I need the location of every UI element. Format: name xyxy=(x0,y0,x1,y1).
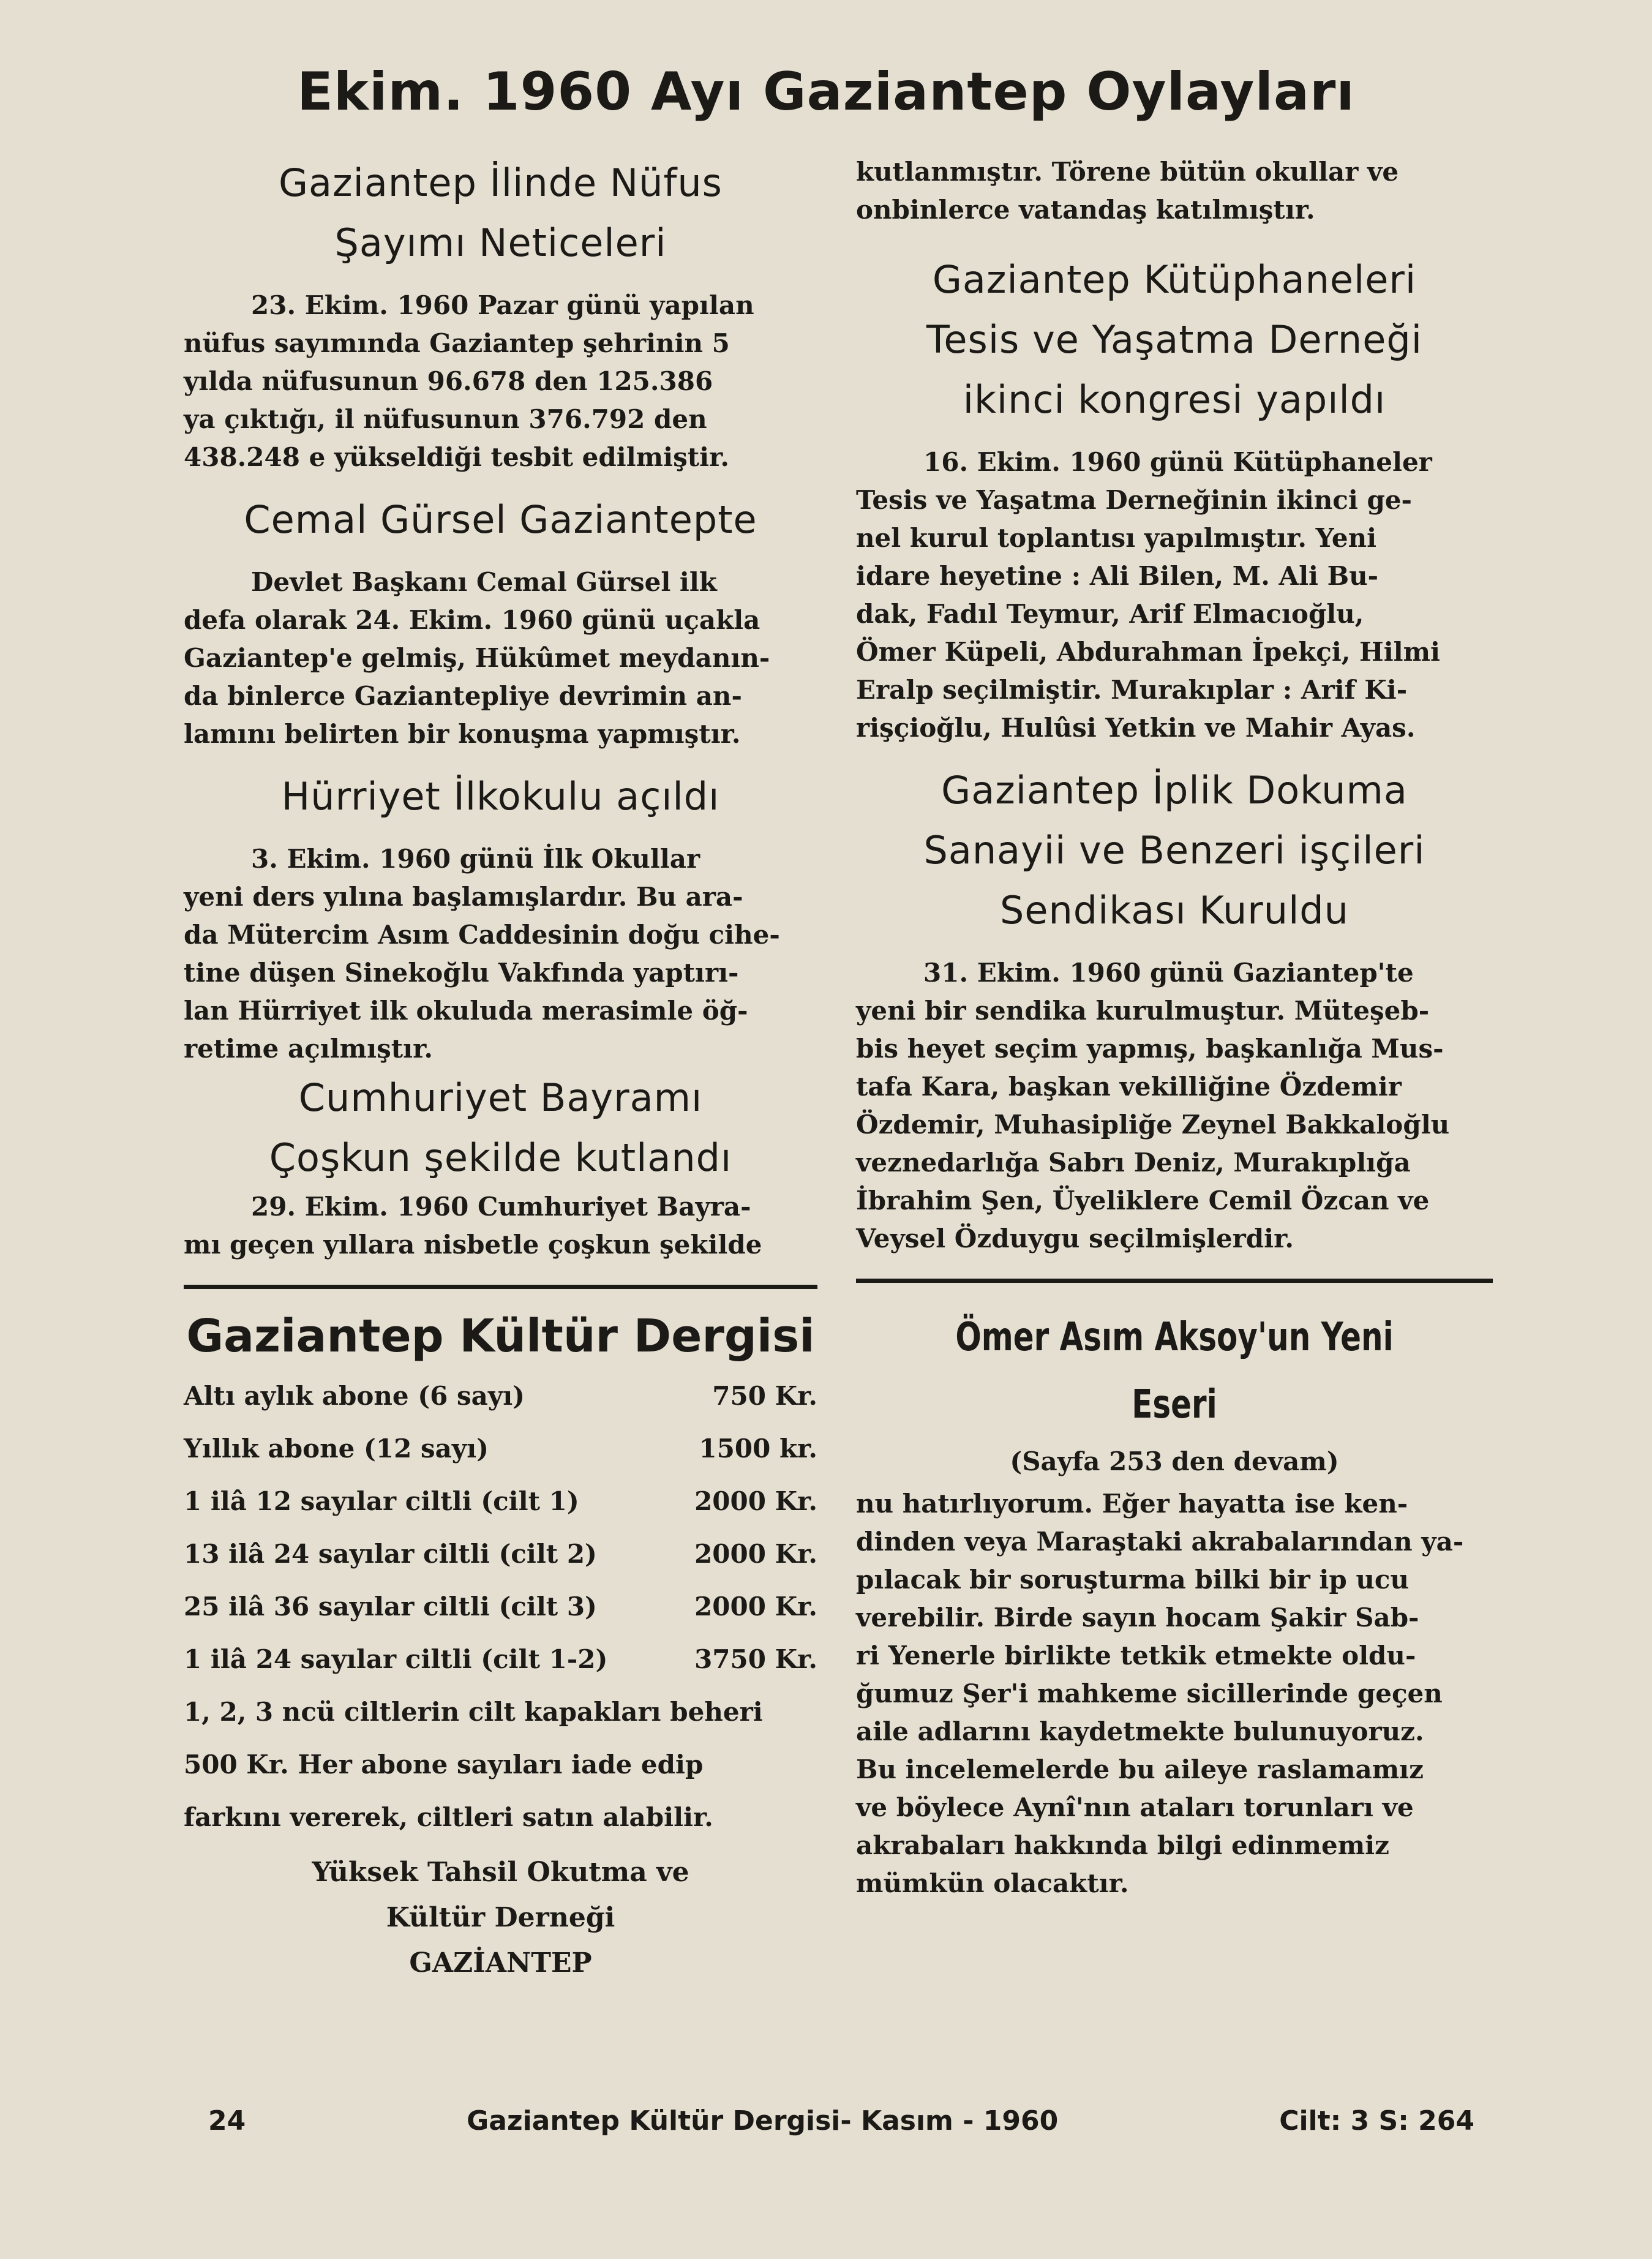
omer-title: Ömer Asım Aksoy'un Yeni Eseri xyxy=(955,1315,1394,1427)
union-line: Veysel Özduygu seçilmişlerdir. xyxy=(856,1223,1294,1254)
union-line: İbrahim Şen, Üyeliklere Cemil Özcan ve xyxy=(856,1186,1430,1216)
school-line: lan Hürriyet ilk okuluda merasimle öğ- xyxy=(184,996,748,1026)
census-heading-1: Gaziantep İlinde Nüfus xyxy=(279,160,723,205)
library-heading-3: ikinci kongresi yapıldı xyxy=(963,377,1386,422)
publisher-line: GAZİANTEP xyxy=(409,1947,592,1979)
omer-line: ve böylece Aynî'nın ataları torunları ve xyxy=(856,1792,1414,1822)
price-label: Altı aylık abone (6 sayı) xyxy=(184,1381,525,1411)
library-line: Ömer Küpeli, Abdurahman İpekçi, Hilmi xyxy=(856,637,1441,667)
publisher-block xyxy=(184,1850,817,1986)
holiday-heading-2: Çoşkun şekilde kutlandı xyxy=(269,1135,732,1180)
omer-line: mümkün olacaktır. xyxy=(856,1868,1129,1898)
union-line: 31. Ekim. 1960 günü Gaziantep'te xyxy=(923,958,1414,988)
holiday-continuation xyxy=(856,153,1493,229)
union-article xyxy=(856,761,1493,1258)
omer-line: dinden veya Maraştaki akrabalarından ya- xyxy=(856,1527,1464,1557)
gursel-line: Devlet Başkanı Cemal Gürsel ilk xyxy=(251,567,717,597)
journal-subscription-box xyxy=(184,1302,817,1986)
price-row xyxy=(184,1370,817,1423)
library-line: nel kurul toplantısı yapılmıştır. Yeni xyxy=(856,523,1377,553)
gursel-article xyxy=(184,490,817,753)
school-line: da Mütercim Asım Caddesinin doğu cihe- xyxy=(184,920,780,950)
holiday-heading-1: Cumhuriyet Bayramı xyxy=(298,1075,703,1120)
library-line: Eralp seçilmiştir. Murakıplar : Arif Ki- xyxy=(856,675,1408,705)
holiday-cont-line: onbinlerce vatandaş katılmıştır. xyxy=(856,195,1315,225)
price-value: 750 Kr. xyxy=(712,1381,817,1411)
journal-note-line: 1, 2, 3 ncü ciltlerin cilt kapakları beheri xyxy=(184,1697,763,1727)
gursel-line: Gaziantep'e gelmiş, Hükûmet meydanın- xyxy=(184,643,770,673)
price-label: 1 ilâ 12 sayılar ciltli (cilt 1) xyxy=(184,1486,579,1516)
page-title: Ekim. 1960 Ayı Gaziantep Oylayları xyxy=(297,61,1355,122)
omer-article xyxy=(856,1304,1493,1903)
omer-line: nu hatırlıyorum. Eğer hayatta ise ken- xyxy=(856,1489,1408,1519)
gursel-line: defa olarak 24. Ekim. 1960 günü uçakla xyxy=(184,605,760,635)
census-line: 438.248 e yükseldiği tesbit edilmiştir. xyxy=(184,442,729,472)
price-value: 1500 kr. xyxy=(699,1434,817,1464)
omer-line: Bu incelemelerde bu aileye raslamamız xyxy=(856,1754,1424,1784)
holiday-article xyxy=(184,1068,817,1264)
holiday-cont-line: kutlanmıştır. Törene bütün okullar ve xyxy=(856,157,1399,187)
library-heading-2: Tesis ve Yaşatma Derneği xyxy=(926,317,1422,362)
census-heading-2: Şayımı Neticeleri xyxy=(334,220,667,265)
price-value: 2000 Kr. xyxy=(694,1486,817,1516)
union-heading-1: Gaziantep İplik Dokuma xyxy=(941,768,1408,813)
page-number: 24 xyxy=(208,2105,246,2137)
section-divider xyxy=(856,1279,1493,1283)
price-label: 13 ilâ 24 sayılar ciltli (cilt 2) xyxy=(184,1539,597,1569)
price-row xyxy=(184,1475,817,1528)
omer-line: aile adlarını kaydetmekte bulunuyoruz. xyxy=(856,1716,1424,1746)
price-label: 1 ilâ 24 sayılar ciltli (cilt 1-2) xyxy=(184,1644,608,1674)
holiday-line: 29. Ekim. 1960 Cumhuriyet Bayra- xyxy=(251,1192,751,1222)
price-row xyxy=(184,1528,817,1581)
journal-note-line: 500 Kr. Her abone sayıları iade edip xyxy=(184,1750,704,1780)
gursel-line: lamını belirten bir konuşma yapmıştır. xyxy=(184,719,741,749)
price-row xyxy=(184,1581,817,1633)
footer-volume: Cilt: 3 S: 264 xyxy=(1279,2105,1474,2137)
footer-journal: Gaziantep Kültür Dergisi- Kasım - 1960 xyxy=(467,2105,1059,2137)
omer-line: akrabaları hakkında bilgi edinmemiz xyxy=(856,1830,1389,1860)
price-row xyxy=(184,1423,817,1475)
omer-line: ğumuz Şer'i mahkeme sicillerinde geçen xyxy=(856,1678,1443,1708)
page-footer xyxy=(208,2105,1474,2137)
census-line: ya çıktığı, il nüfusunun 376.792 den xyxy=(184,404,707,434)
gursel-heading: Cemal Gürsel Gaziantepte xyxy=(244,497,757,542)
omer-line: ri Yenerle birlikte tetkik etmekte oldu- xyxy=(856,1641,1416,1671)
union-heading-3: Sendikası Kuruldu xyxy=(1000,888,1349,933)
publisher-line: Kültür Derneği xyxy=(386,1902,615,1933)
union-heading-2: Sanayii ve Benzeri işçileri xyxy=(923,828,1425,873)
price-label: Yıllık abone (12 sayı) xyxy=(184,1434,489,1464)
journal-note-line: farkını vererek, ciltleri satın alabilir. xyxy=(184,1802,713,1832)
union-line: veznedarlığa Sabrı Deniz, Murakıplığa xyxy=(856,1148,1411,1178)
census-line: nüfus sayımında Gaziantep şehrinin 5 xyxy=(184,328,730,358)
holiday-line: mı geçen yıllara nisbetle çoşkun şekilde xyxy=(184,1230,762,1260)
right-column xyxy=(856,153,1493,1903)
price-row xyxy=(184,1633,817,1686)
library-article xyxy=(856,250,1493,747)
library-line: dak, Fadıl Teymur, Arif Elmacıoğlu, xyxy=(856,599,1364,629)
continued-note: (Sayfa 253 den devam) xyxy=(1010,1446,1339,1476)
left-column xyxy=(184,153,817,1986)
omer-line: pılacak bir soruşturma bilki bir ip ucu xyxy=(856,1565,1409,1595)
census-article xyxy=(184,153,817,476)
union-line: tafa Kara, başkan vekilliğine Özdemir xyxy=(856,1072,1402,1102)
price-label: 25 ilâ 36 sayılar ciltli (cilt 3) xyxy=(184,1592,597,1622)
omer-line: verebilir. Birde sayın hocam Şakir Sab- xyxy=(856,1603,1419,1633)
library-line: 16. Ekim. 1960 günü Kütüphaneler xyxy=(923,447,1432,477)
publisher-line: Yüksek Tahsil Okutma ve xyxy=(312,1857,689,1888)
price-value: 3750 Kr. xyxy=(694,1644,817,1674)
library-heading-1: Gaziantep Kütüphaneleri xyxy=(932,257,1417,302)
school-line: retime açılmıştır. xyxy=(184,1034,433,1064)
gursel-line: da binlerce Gaziantepliye devrimin an- xyxy=(184,681,742,711)
section-divider xyxy=(184,1285,817,1289)
library-line: idare heyetine : Ali Bilen, M. Ali Bu- xyxy=(856,561,1379,591)
census-line: yılda nüfusunun 96.678 den 125.386 xyxy=(184,366,713,396)
school-line: 3. Ekim. 1960 günü İlk Okullar xyxy=(251,844,700,874)
journal-title: Gaziantep Kültür Dergisi xyxy=(186,1310,815,1363)
union-line: yeni bir sendika kurulmuştur. Müteşeb- xyxy=(856,996,1430,1026)
union-line: bis heyet seçim yapmış, başkanlığa Mus- xyxy=(856,1034,1444,1064)
school-article xyxy=(184,767,817,1068)
school-line: yeni ders yılına başlamışlardır. Bu ara- xyxy=(184,882,743,912)
school-line: tine düşen Sinekoğlu Vakfında yaptırı- xyxy=(184,958,739,988)
price-value: 2000 Kr. xyxy=(694,1539,817,1569)
census-line: 23. Ekim. 1960 Pazar günü yapılan xyxy=(251,290,754,320)
union-line: Özdemir, Muhasipliğe Zeynel Bakkaloğlu xyxy=(856,1110,1450,1140)
school-heading: Hürriyet İlkokulu açıldı xyxy=(281,774,720,819)
library-line: rişçioğlu, Hulûsi Yetkin ve Mahir Ayas. xyxy=(856,713,1416,743)
library-line: Tesis ve Yaşatma Derneğinin ikinci ge- xyxy=(856,485,1412,515)
price-value: 2000 Kr. xyxy=(694,1592,817,1622)
